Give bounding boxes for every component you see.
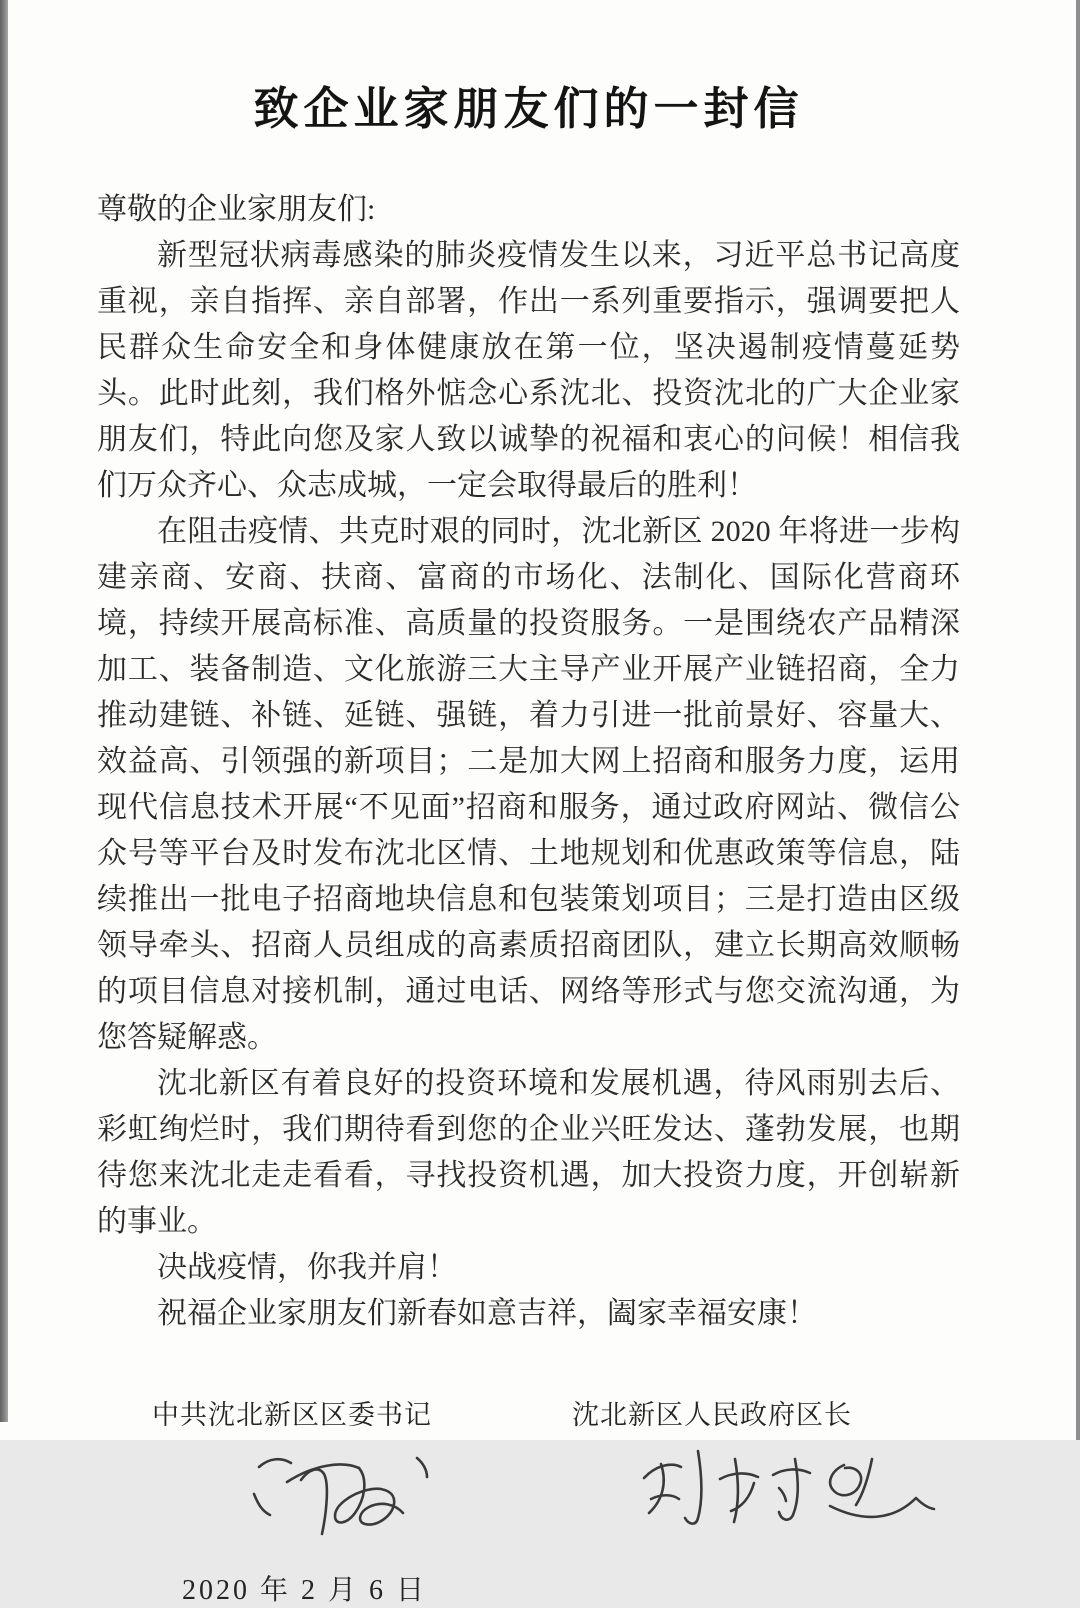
letter-title: 致企业家朋友们的一封信 [253,84,804,134]
scan-artifact-left-edge [0,0,8,1422]
signer-mayor-title: 沈北新区人民政府区长 [572,1400,852,1430]
letter-paragraph-1: 新型冠状病毒感染的肺炎疫情发生以来，习近平总书记高度重视，亲自指挥、亲自部署，作出一系列重要指示，强调要把人民群众生命安全和身体健康放在第一位，坚决遏制疫情蔓延势头。此时此刻，我们格外惦念心系沈北、投资沈北的广大企业家朋友们，特此向您及家人致以诚挚的祝福和衷心的问候！相信我们万众齐心、众志成城，一定会取得最后的胜利！ [97,239,960,502]
signature-mayor-handwriting-icon [632,1438,942,1538]
letter-paragraph-3: 沈北新区有着良好的投资环境和发展机遇，待风雨别去后、彩虹绚烂时，我们期待看到您的企业兴旺发达、蓬勃发展，也期待您来沈北走走看看，寻找投资机遇，加大投资力度，开创崭新的事业。 [97,1067,960,1238]
signer-secretary [152,1393,572,1542]
signature-secretary-handwriting-icon [247,1442,447,1542]
signer-secretary-title: 中共沈北新区区委书记 [152,1400,432,1430]
scan-artifact-right-edge [1076,0,1080,1440]
letter-salutation: 尊敬的企业家朋友们: [97,193,376,226]
letter-date: 2020 年 2 月 6 日 [182,1575,428,1606]
letter-paragraph-4: 决战疫情，你我并肩！ [157,1251,457,1284]
signature-block [97,1393,960,1542]
signer-mayor [572,1393,960,1542]
letter-content [97,72,960,1608]
letter-paragraph-5: 祝福企业家朋友们新春如意吉祥，阖家幸福安康！ [157,1297,817,1330]
letter-body [97,233,960,1337]
letter-paragraph-2: 在阻击疫情、共克时艰的同时，沈北新区 2020 年将进一步构建亲商、安商、扶商、富商的市场化、法制化、国际化营商环境，持续开展高标准、高质量的投资服务。一是围绕农产品精深加工、装备制造、文化旅游三大主导产业开展产业链招商，全力推动建链、补链、延链、强链，着力引进一批前景好、容量大、效益高、引领强的新项目；二是加大网上招商和服务力度，运用现代信息技术开展“不见面”招商和服务，通过政府网站、微信公众号等平台及时发布沈北区情、土地规划和优惠政策等信息，陆续推出一批电子招商地块信息和包装策划项目；三是打造由区级领导牵头、招商人员组成的高素质招商团队，建立长期高效顺畅的项目信息对接机制，通过电话、网络等形式与您交流沟通，为您答疑解惑。 [97,515,960,1054]
